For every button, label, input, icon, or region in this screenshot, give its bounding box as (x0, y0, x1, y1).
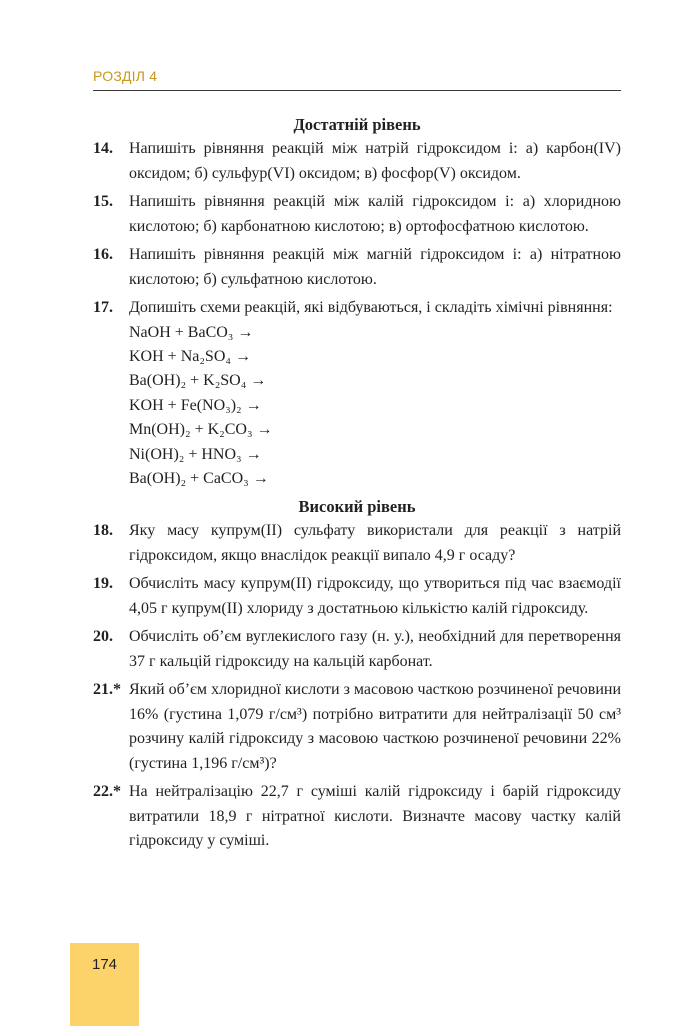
task-number: 14. (93, 140, 113, 157)
reaction-schemes (129, 321, 621, 492)
header-divider (93, 90, 621, 91)
task-text: Обчисліть масу купрум(II) гідроксиду, що утвориться під час взаємодії 4,05 г купрум(II) хлориду з достатньою кількістю калій гідроксиду. (129, 575, 621, 617)
task-text: Напишіть рівняння реакцій між калій гідроксидом і: а) хлоридною кислотою; б) карбонатною кислотою; в) ортофосфатною кислотою. (129, 193, 621, 235)
task-number: 16. (93, 246, 113, 263)
section-header: РОЗДІЛ 4 (93, 68, 158, 84)
page-number-tab (70, 943, 139, 1026)
reaction-scheme: Mn(OH)₂ + K₂CO₃ → (129, 421, 273, 439)
reaction-scheme: NaOH + BaCO₃ → (129, 323, 254, 341)
task-16 (93, 243, 621, 292)
reaction-scheme: Ba(OH)₂ + CaCO₃ → (129, 469, 269, 487)
task-text: Яку масу купрум(II) сульфату використали для реакції з натрій гідроксидом, якщо внаслідок реакції випало 4,9 г осаду? (129, 522, 621, 564)
task-15 (93, 190, 621, 239)
task-text: Напишіть рівняння реакцій між магній гідроксидом і: а) нітратною кислотою; б) сульфатною кислотою. (129, 246, 621, 288)
task-number: 22.* (93, 783, 121, 801)
task-number: 15. (93, 193, 113, 210)
level-heading-high: Високий рівень (298, 497, 416, 517)
task-text: Який об’єм хлоридної кислоти з масовою часткою розчиненої речовини 16% (густина 1,079 г/см³) потрібно витратити для нейтралізації 50 см³ розчину калій гідроксиду з масовою часткою розчиненої речовини 22% (густина 1,196 г/см³)? (129, 681, 621, 772)
task-text: На нейтралізацію 22,7 г суміші калій гідроксиду і барій гідроксиду витратили 18,9 г нітратної кислоти. Визначте масову частку калій гідроксиду у суміші. (129, 783, 621, 850)
page-content (93, 113, 621, 858)
task-text: Напишіть рівняння реакцій між натрій гідроксидом і: а) карбон(IV) оксидом; б) сульфур(VI) оксидом; в) фосфор(V) оксидом. (129, 140, 621, 182)
reaction-scheme: KOH + Fe(NO₃)₂ → (129, 396, 262, 414)
reaction-scheme: Ni(OH)₂ + HNO₃ → (129, 445, 262, 463)
reaction-scheme: Ba(OH)₂ + K₂SO₄ → (129, 372, 267, 390)
task-number: 20. (93, 628, 113, 646)
task-21 (93, 678, 621, 776)
reaction-scheme: KOH + Na₂SO₄ → (129, 347, 251, 365)
task-number: 18. (93, 522, 113, 540)
task-text: Обчисліть об’єм вуглекислого газу (н. у.), необхідний для перетворення 37 г кальцій гідроксиду на кальцій карбонат. (129, 628, 621, 670)
task-text: Допишіть схеми реакцій, які відбуваються, і складіть хімічні рівняння: (129, 299, 613, 316)
task-14 (93, 137, 621, 186)
task-18 (93, 519, 621, 568)
page-number: 174 (91, 956, 118, 973)
task-20 (93, 625, 621, 674)
task-number: 17. (93, 299, 113, 316)
task-19 (93, 572, 621, 621)
task-22 (93, 780, 621, 854)
level-heading-sufficient: Достатній рівень (293, 115, 421, 134)
task-number: 21.* (93, 681, 121, 699)
task-17 (93, 296, 621, 491)
task-number: 19. (93, 575, 113, 593)
task-body (129, 296, 621, 491)
